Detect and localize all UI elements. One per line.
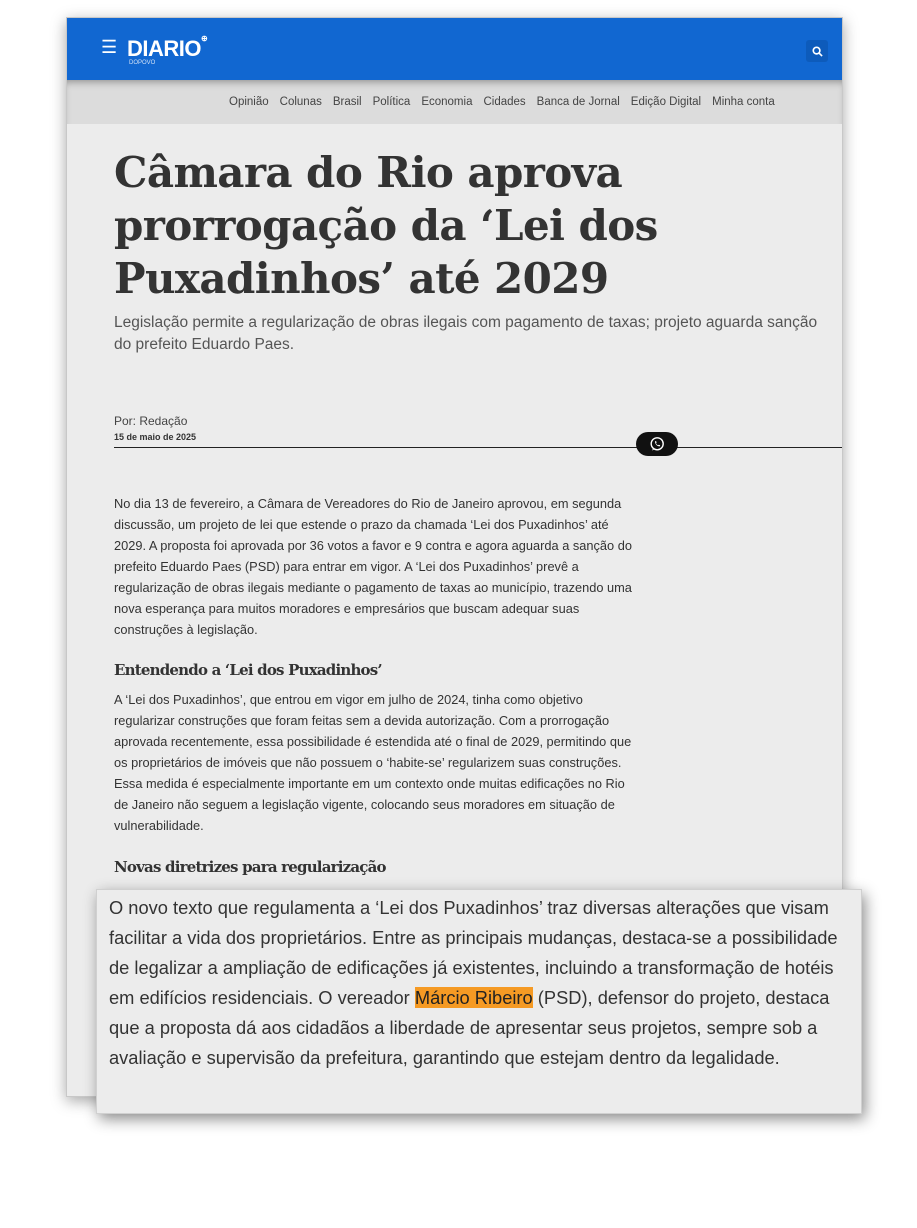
article-paragraph-1: No dia 13 de fevereiro, a Câmara de Vereadores do Rio de Janeiro aprovou, em segunda discussão, um projeto de lei que estende o prazo da chamada ‘Lei dos Puxadinhos’ até 2029. A proposta foi aprovada por 36 votos a favor e 9 contra e agora aguarda a sanção do prefeito Eduardo Paes (PSD) para entrar em vigor. A ‘Lei dos Puxadinhos’ prevê a regularização de obras ilegais mediante o pagamento de taxas ao município, trazendo uma nova esperança para muitos moradores e empresários que buscam adequar suas construções à legislação.: [114, 496, 632, 637]
whatsapp-share-button[interactable]: [636, 432, 678, 456]
nav-item-opiniao[interactable]: Opinião: [229, 96, 269, 108]
nav-item-edicao-digital[interactable]: Edição Digital: [630, 96, 702, 108]
logo-text: DIARIO: [127, 36, 201, 61]
nav-item-colunas[interactable]: Colunas: [279, 96, 322, 108]
logo-subtext: DOPOVO: [129, 60, 156, 66]
search-button[interactable]: [806, 40, 828, 62]
nav-item-economia[interactable]: Economia: [421, 96, 473, 108]
nav-item-politica[interactable]: Política: [372, 96, 411, 108]
nav-item-cidades[interactable]: Cidades: [483, 96, 526, 108]
section-heading-1: Entendendo a ‘Lei dos Puxadinhos’: [114, 661, 382, 679]
whatsapp-icon: [649, 436, 665, 452]
article-date: 15 de maio de 2025: [114, 432, 197, 442]
nav-bar: [67, 80, 842, 124]
article-subtitle: Legislação permite a regularização de obras ilegais com pagamento de taxas; projeto aguarda sanção do prefeito Eduardo Paes.: [114, 314, 818, 353]
site-logo[interactable]: DIARIO⊕: [127, 34, 208, 61]
nav-menu: [229, 96, 775, 108]
divider: [114, 447, 843, 448]
section-heading-2: Novas diretrizes para regularização: [114, 858, 386, 876]
excerpt-text-after: (PSD), defensor do projeto, destaca que a proposta dá aos cidadãos a liberdade de apresentar seus projetos, sempre sob a avaliação e supervisão da prefeitura, garantindo que estejam dentro da legalidade.: [109, 987, 830, 1068]
highlighted-name: Márcio Ribeiro: [414, 987, 533, 1008]
article-byline: Por: Redação: [114, 414, 188, 428]
search-icon: [812, 46, 823, 57]
nav-item-brasil[interactable]: Brasil: [332, 96, 362, 108]
article-title: Câmara do Rio aprova prorrogação da ‘Lei dos Puxadinhos’ até 2029: [114, 148, 658, 303]
nav-item-minha-conta[interactable]: Minha conta: [712, 96, 775, 108]
zoomed-paragraph: [109, 893, 849, 1073]
excerpt-text-before: O novo texto que regulamenta a ‘Lei dos Puxadinhos’ traz diversas alterações que visam facilitar a vida dos proprietários. Entre as principais mudanças, destaca-se a possibilidade de legalizar a ampliação de edificações já existentes, incluindo a transformação de hotéis em edifícios residenciais. O vereador: [109, 897, 838, 1008]
hamburger-icon[interactable]: ☰: [101, 37, 118, 57]
top-bar: [67, 18, 842, 80]
article-paragraph-2: A ‘Lei dos Puxadinhos’, que entrou em vigor em julho de 2024, tinha como objetivo regularizar construções que foram feitas sem a devida autorização. Com a prorrogação aprovada recentemente, essa possibilidade é estendida até o final de 2029, permitindo que os proprietários de imóveis que não possuem o ‘habite-se’ regularizem suas construções. Essa medida é especialmente importante em um contexto onde muitas edificações no Rio de Janeiro não seguem a legislação vigente, colocando seus moradores em situação de vulnerabilidade.: [114, 692, 632, 833]
zoomed-excerpt: [96, 889, 862, 1114]
nav-item-banca-de-jornal[interactable]: Banca de Jornal: [536, 96, 620, 108]
